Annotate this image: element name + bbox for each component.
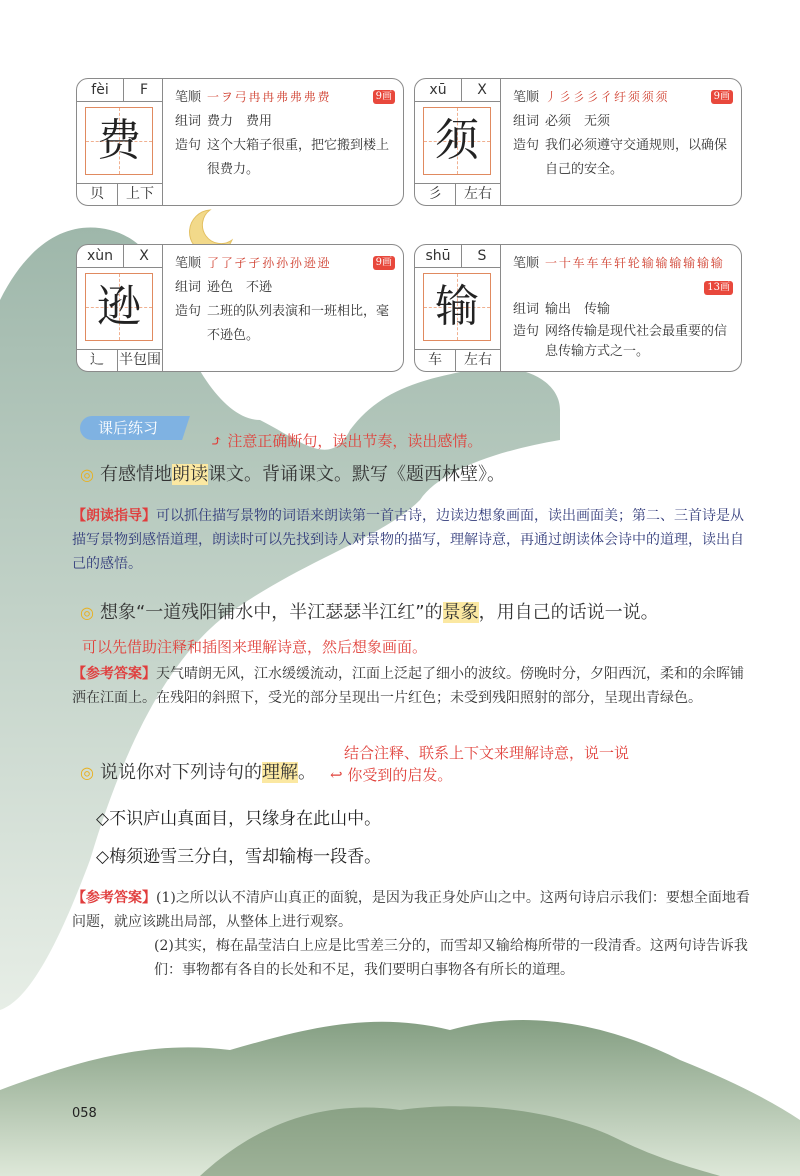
highlight-word: 朗读 <box>171 464 208 485</box>
word-examples: 必须 无须 <box>545 114 611 129</box>
arrow-icon: ↩ <box>330 766 348 784</box>
stroke-label: 笔顺 <box>175 256 202 271</box>
char-box <box>77 245 163 371</box>
stroke-order: 丿 彡 彡 彡 彳 纡 须 须 须 <box>545 90 667 104</box>
annotation-note-3b: ↩ 你受到的启发。 <box>330 766 453 784</box>
radical: 车 <box>415 349 456 371</box>
sentence-label: 造句 <box>513 138 540 153</box>
section-label: 课后练习 <box>80 416 176 440</box>
tianzi-grid <box>423 273 491 341</box>
char-card-xun <box>76 244 404 372</box>
char-card-fei <box>76 78 404 206</box>
answer-text-1: (1)之所以认不清庐山真正的面貌，是因为我正身处庐山之中。这两句诗启示我们：要想全面地看问题，就应该跳出局部，从整体上进行观察。 <box>72 890 750 930</box>
char-box <box>415 79 501 205</box>
poem-line-2: ◇梅须逊雪三分白，雪却输梅一段香。 <box>96 847 382 867</box>
task-3: ◎ 说说你对下列诗句的理解。 <box>80 762 316 783</box>
radical: 彡 <box>415 183 456 205</box>
sentence-cont: 息传输方式之一。 <box>545 344 650 359</box>
word-examples: 输出 传输 <box>545 302 611 317</box>
initial: S <box>461 245 502 267</box>
highlight-word: 理解 <box>261 762 298 783</box>
word-label: 组词 <box>175 114 202 129</box>
word-label: 组词 <box>175 280 202 295</box>
arrow-icon: ⤴ <box>210 432 228 450</box>
stroke-label: 笔顺 <box>175 90 202 105</box>
structure: 左右 <box>464 186 492 202</box>
annotation-note-1: ⤴ 注意正确断句，读出节奏，读出感情。 <box>210 432 483 450</box>
tianzi-grid <box>85 273 153 341</box>
sentence: 这个大箱子很重，把它搬到楼上 <box>207 138 390 153</box>
circle-bullet-icon: ◎ <box>80 763 94 782</box>
stroke-count-badge: 13画 <box>704 281 733 295</box>
word-label: 组词 <box>513 114 540 129</box>
pinyin: xū <box>429 82 447 98</box>
word-label: 组词 <box>513 302 540 317</box>
answer-text-2: (2)其实，梅在晶莹洁白上应是比雪差三分的，而雪却又输给梅所带的一段清香。这两句诗告诉我们：事物都有各自的长处和不足，我们要明白事物各有所长的道理。 <box>154 938 748 978</box>
stroke-label: 笔顺 <box>513 256 540 271</box>
sentence-cont: 很费力。 <box>207 162 260 177</box>
character: 须 <box>435 115 479 166</box>
stroke-order: 一 十 车 车 车 轩 轮 输 输 输 输 输 输 <box>545 256 722 270</box>
word-examples: 费力 费用 <box>207 114 273 129</box>
sentence-label: 造句 <box>513 324 540 339</box>
word-examples: 逊色 不逊 <box>207 280 273 295</box>
pinyin: fèi <box>91 82 109 98</box>
structure: 上下 <box>126 186 154 202</box>
circle-bullet-icon: ◎ <box>80 465 94 484</box>
character: 费 <box>97 115 141 166</box>
tianzi-grid <box>423 107 491 175</box>
task-2: ◎ 想象“一道残阳铺水中，半江瑟瑟半江红”的景象，用自己的话说一说。 <box>80 602 659 623</box>
answer-text: 天气晴朗无风，江水缓缓流动，江面上泛起了细小的波纹。傍晚时分，夕阳西沉，柔和的余晖铺洒在江面上。在残阳的斜照下，受光的部分呈现出一片红色；未受到残阳照射的部分，呈现出青绿色。 <box>72 666 744 706</box>
char-box <box>415 245 501 371</box>
character: 输 <box>435 281 479 332</box>
char-card-xu <box>414 78 742 206</box>
sentence-cont: 不逊色。 <box>207 328 260 343</box>
initial: X <box>123 245 164 267</box>
sentence-cont: 自己的安全。 <box>545 162 624 177</box>
annotation-note-3a: 结合注释、联系上下文来理解诗意，说一说 <box>344 744 630 762</box>
stroke-order: 一 ヲ 弓 冉 冉 弗 弗 弗 费 <box>207 90 329 104</box>
radical: 辶 <box>77 349 118 371</box>
answer-tag: 【参考答案】 <box>72 890 156 906</box>
sentence-label: 造句 <box>175 304 202 319</box>
sentence: 网络传输是现代社会最重要的信 <box>545 324 728 339</box>
tianzi-grid <box>85 107 153 175</box>
initial: X <box>461 79 502 101</box>
task-1: ◎ 有感情地朗读课文。背诵课文。默写《题西林壁》。 <box>80 464 505 485</box>
answer-2 <box>72 886 752 982</box>
sentence-label: 造句 <box>175 138 202 153</box>
pinyin: shū <box>425 248 451 264</box>
annotation-note-2: 可以先借助注释和插图来理解诗意，然后想象画面。 <box>82 638 428 656</box>
answer-1 <box>72 662 752 710</box>
char-card-shu <box>414 244 742 372</box>
page-number: 058 <box>72 1106 97 1121</box>
structure: 左右 <box>464 352 492 368</box>
pinyin: xùn <box>86 248 114 264</box>
sentence: 二班的队列表演和一班相比，毫 <box>207 304 390 319</box>
initial: F <box>123 79 164 101</box>
guide-tag: 【朗读指导】 <box>72 508 156 524</box>
circle-bullet-icon: ◎ <box>80 603 94 622</box>
highlight-word: 景象 <box>442 602 479 623</box>
sentence: 我们必须遵守交通规则，以确保 <box>545 138 728 153</box>
stroke-count-badge: 9画 <box>373 256 395 270</box>
reading-guide <box>72 504 752 576</box>
stroke-count-badge: 9画 <box>711 90 733 104</box>
guide-text: 可以抓住描写景物的词语来朗读第一首古诗，边读边想象画面，读出画面美；第二、三首诗是从描写景物到感悟道理，朗读时可以先找到诗人对景物的描写，理解诗意，再通过朗读体会诗中的道理，读出自己的感悟。 <box>72 508 744 572</box>
char-box <box>77 79 163 205</box>
stroke-label: 笔顺 <box>513 90 540 105</box>
radical: 贝 <box>77 183 118 205</box>
structure: 半包围 <box>119 352 161 368</box>
poem-line-1: ◇不识庐山真面目，只缘身在此山中。 <box>96 809 382 829</box>
stroke-count-badge: 9画 <box>373 90 395 104</box>
answer-tag: 【参考答案】 <box>72 666 156 682</box>
stroke-order: 了 了 孑 孑 孙 孙 孙 逊 逊 <box>207 256 329 270</box>
character: 逊 <box>97 281 141 332</box>
